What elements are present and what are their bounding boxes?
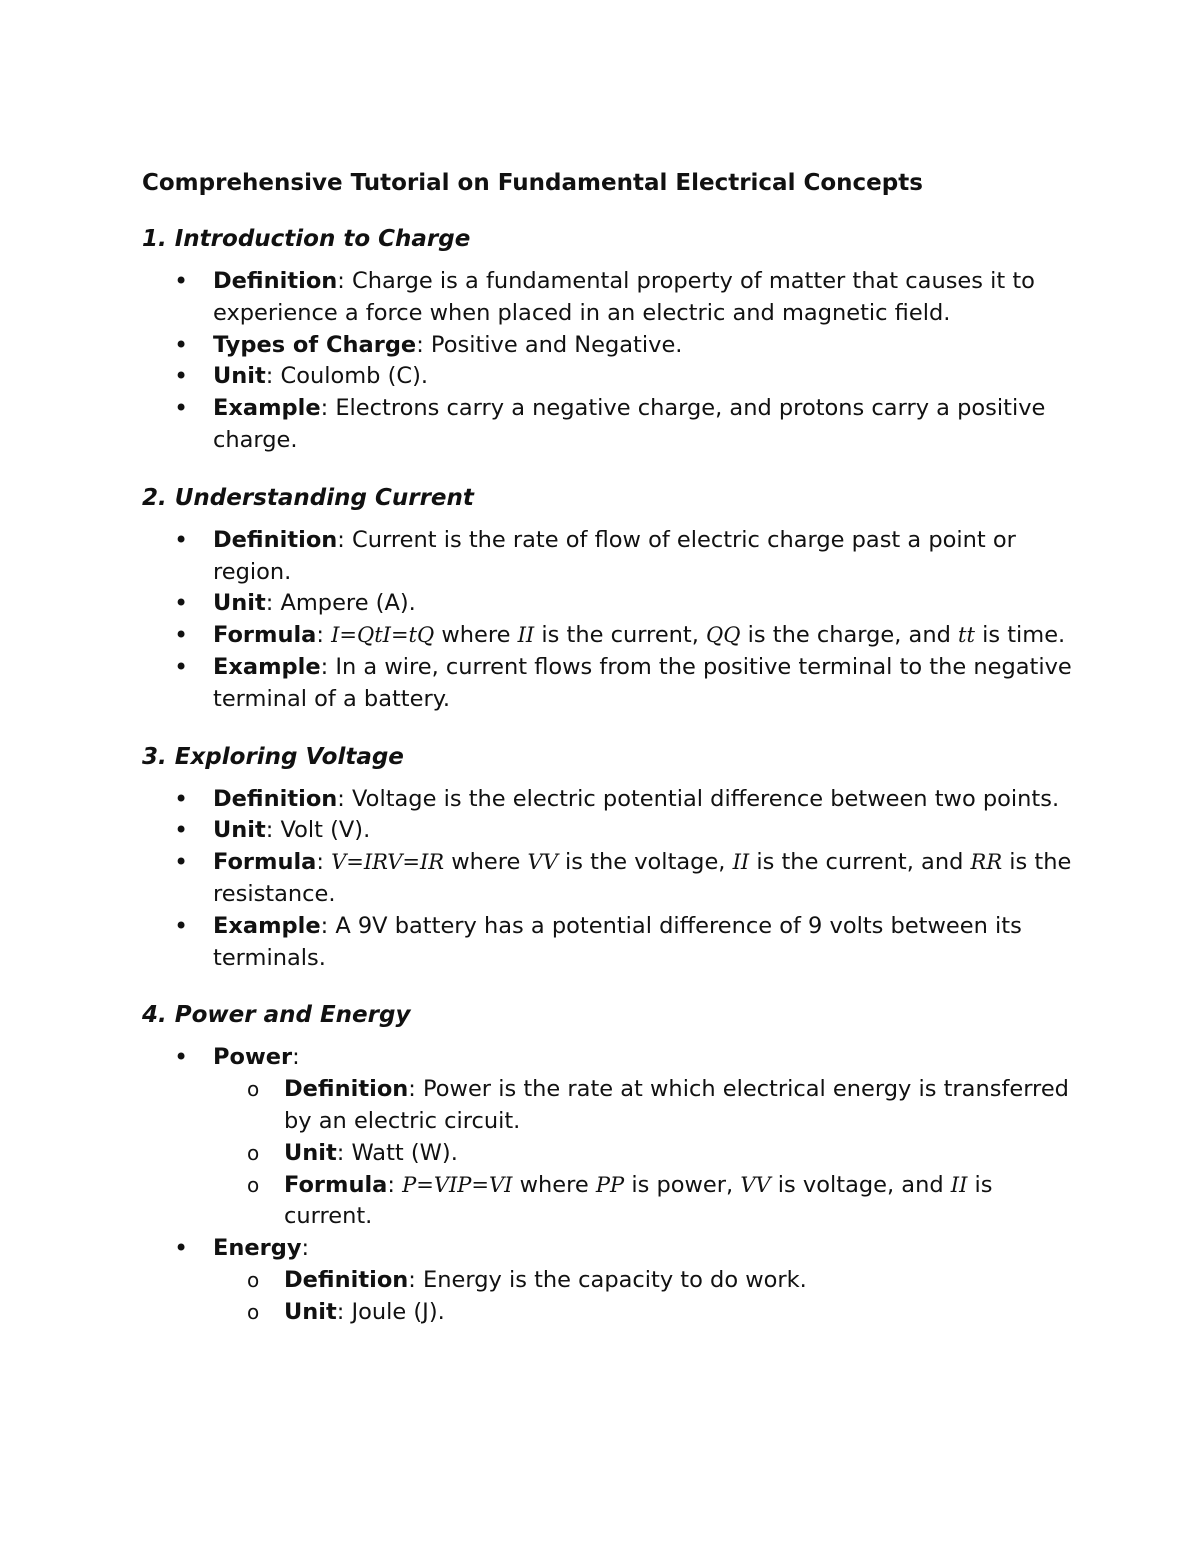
item-label: Unit xyxy=(213,363,266,390)
item-text: : Coulomb (C). xyxy=(265,363,429,390)
item-text: : Power is the rate at which electrical energy is transferred by an electric circuit. xyxy=(284,1076,1069,1134)
bullet-list xyxy=(142,784,1072,975)
item-label: Types of Charge xyxy=(213,331,417,358)
bullet-list xyxy=(142,266,1072,457)
item-text: is the current, xyxy=(534,622,707,649)
item-text: is time. xyxy=(974,622,1066,649)
section-heading: 1. Introduction to Charge xyxy=(142,226,471,252)
item-label: Power xyxy=(213,1044,293,1071)
item-text: : xyxy=(316,622,332,649)
item-label: Definition xyxy=(284,1266,409,1293)
list-item xyxy=(142,652,1072,716)
list-item xyxy=(142,911,1072,975)
item-text: : xyxy=(301,1235,310,1262)
section-heading: 3. Exploring Voltage xyxy=(142,743,404,770)
math-expression: II xyxy=(517,623,535,648)
item-text: : xyxy=(316,849,332,876)
item-text: : In a wire, current flows from the positive terminal to the negative terminal of a battery. xyxy=(213,653,1072,712)
item-label: Example xyxy=(213,653,321,680)
bullet-list xyxy=(142,1042,1072,1328)
page-title: Comprehensive Tutorial on Fundamental Electrical Concepts xyxy=(142,170,923,196)
math-expression: V=IRV=IR xyxy=(331,850,445,875)
sections-container xyxy=(142,222,1072,1329)
item-text: is voltage, and xyxy=(770,1171,951,1198)
item-label: Example xyxy=(213,395,321,422)
list-item xyxy=(142,1042,1072,1233)
math-expression: RR xyxy=(970,850,1003,875)
document-content xyxy=(142,166,1072,1353)
item-text: : Volt (V). xyxy=(265,817,371,844)
item-label: Definition xyxy=(284,1076,409,1103)
math-expression: QQ xyxy=(706,623,741,648)
item-text: is the charge, and xyxy=(740,622,959,649)
list-item xyxy=(142,1233,1072,1328)
item-label: Unit xyxy=(284,1139,337,1166)
list-item xyxy=(142,361,1072,393)
item-label: Unit xyxy=(284,1298,337,1325)
item-text: where xyxy=(444,849,528,876)
math-expression: PP xyxy=(595,1172,625,1197)
list-item xyxy=(142,620,1072,652)
item-label: Definition xyxy=(213,268,338,294)
sub-list-item xyxy=(213,1265,1072,1297)
item-label: Formula xyxy=(213,849,317,876)
item-label: Example xyxy=(213,912,321,939)
item-text: : Current is the rate of flow of electric charge past a point or region. xyxy=(213,526,1016,585)
item-text: : Watt (W). xyxy=(336,1139,458,1166)
list-item xyxy=(142,847,1072,911)
item-text: : Joule (J). xyxy=(336,1298,445,1325)
math-expression: VV xyxy=(740,1172,771,1197)
item-label: Formula xyxy=(284,1171,388,1198)
list-item xyxy=(142,266,1072,330)
sub-list xyxy=(213,1074,1072,1233)
list-item xyxy=(142,815,1072,847)
item-text: : xyxy=(387,1171,403,1198)
item-label: Definition xyxy=(213,785,338,812)
math-expression: II xyxy=(950,1172,968,1197)
item-text: where xyxy=(512,1171,596,1198)
section-heading: 4. Power and Energy xyxy=(142,1002,411,1029)
list-item xyxy=(142,784,1072,816)
list-item xyxy=(142,393,1072,457)
sub-list-item xyxy=(213,1297,1072,1329)
math-expression: II xyxy=(732,850,750,875)
item-text: where xyxy=(434,622,518,649)
item-label: Definition xyxy=(213,526,338,553)
sub-list-item xyxy=(213,1138,1072,1170)
item-text: : Voltage is the electric potential difference between two points. xyxy=(337,785,1060,812)
bullet-list xyxy=(142,525,1072,716)
item-text: : A 9V battery has a potential difference of 9 volts between its terminals. xyxy=(213,912,1022,971)
sub-list-item xyxy=(213,1074,1072,1138)
item-label: Unit xyxy=(213,590,266,617)
math-expression: tt xyxy=(958,623,975,648)
item-label: Energy xyxy=(213,1235,302,1262)
item-text: : Electrons carry a negative charge, and protons carry a positive charge. xyxy=(213,395,1046,453)
item-label: Formula xyxy=(213,622,317,649)
math-expression: I=QtI=tQ xyxy=(331,623,435,648)
item-text: : xyxy=(292,1044,300,1071)
math-expression: P=VIP=VI xyxy=(402,1172,513,1197)
item-text: is current. xyxy=(284,1171,993,1230)
item-text: is the current, and xyxy=(749,849,971,876)
item-text: : Charge is a fundamental property of matter that causes it to experience a force when placed in an electric and magnetic field. xyxy=(213,268,1035,326)
list-item xyxy=(142,525,1072,589)
item-text: : Ampere (A). xyxy=(265,590,416,617)
item-text: is the resistance. xyxy=(213,849,1072,907)
list-item xyxy=(142,330,1072,362)
item-text: : Positive and Negative. xyxy=(416,331,683,358)
math-expression: VV xyxy=(527,850,558,875)
sub-list-item xyxy=(213,1170,1072,1234)
item-text: is power, xyxy=(624,1171,741,1198)
list-item xyxy=(142,588,1072,620)
item-text: is the voltage, xyxy=(557,849,733,876)
sub-list xyxy=(213,1265,1072,1329)
section-heading: 2. Understanding Current xyxy=(142,484,474,511)
item-text: : Energy is the capacity to do work. xyxy=(408,1266,807,1293)
item-label: Unit xyxy=(213,817,266,844)
